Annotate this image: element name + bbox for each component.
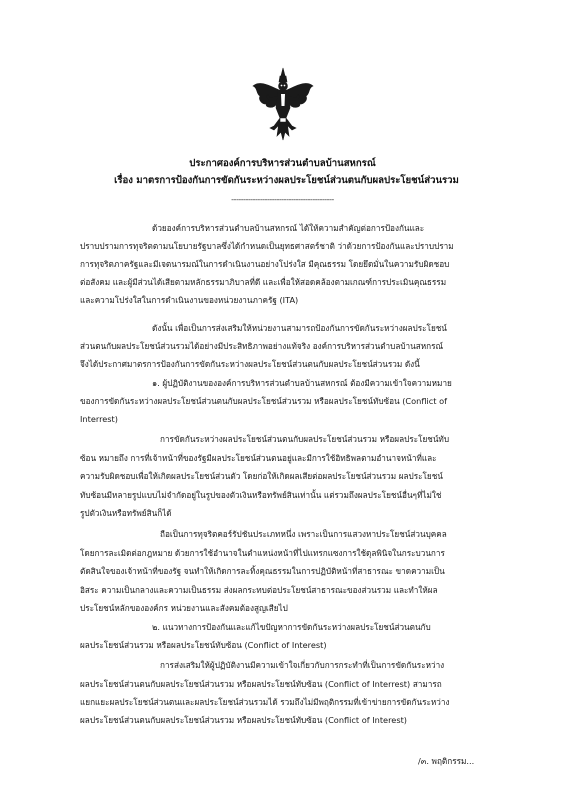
paragraph-line: ตัดสินใจของเจ้าหน้าที่ของรัฐ จนทำให้เกิดการละทิ้งคุณธรรมในการปฏิบัติหน้าที่สาธารณะ ขาดความเป็น [80,566,445,576]
paragraph-line: ซ้อน หมายถึง การที่เจ้าหน้าที่ของรัฐมีผลประโยชน์ส่วนตนอยู่และมีการใช้อิทธิพลตามอำนาจหน้าที่และ [80,453,437,463]
numbered-item-2: ๒. แนวทางการป้องกันและแก้ไขปัญหาการขัดกันระหว่างผลประโยชน์ส่วนตนกับ [152,622,431,632]
paragraph-line: ความรับผิดชอบเพื่อให้เกิดผลประโยชน์ส่วนตัว โดยก่อให้เกิดผลเสียต่อผลประโยชน์ส่วนรวม ผลประโยชน์ [80,471,443,481]
paragraph-line: ทับซ้อนมีหลายรูปแบบไม่จำกัดอยู่ในรูปของตัวเงินหรือทรัพย์สินเท่านั้น แต่รวมถึงผลประโยชน์อื่นๆที่ไม่ใช่ [80,490,442,500]
paragraph-line: การส่งเสริมให้ผู้ปฏิบัติงานมีความเข้าใจเกี่ยวกับการกระทำที่เป็นการขัดกันระหว่าง [160,660,445,670]
paragraph-line: รูปตัวเงินหรือทรัพย์สินก็ได้ [80,508,172,518]
paragraph-line: ประโยชน์หลักขององค์กร หน่วยงานและสังคมต้องสูญเสียไป [80,603,288,613]
numbered-item-1: ๑. ผู้ปฏิบัติงานขององค์การบริหารส่วนตำบลบ้านสหกรณ์ ต้องมีความเข้าใจความหมาย [152,378,452,388]
paragraph-line: การขัดกันระหว่างผลประโยชน์ส่วนตนกับผลประโยชน์ส่วนรวม หรือผลประโยชน์ทับ [160,434,450,444]
paragraph-line: จึงได้ประกาศมาตรการป้องกันการขัดกันระหว่างผลประโยชน์ส่วนตนกับผลประโยชน์ส่วนรวม ดังนี้ [80,359,420,369]
paragraph-line: ดังนั้น เพื่อเป็นการส่งเสริมให้หน่วยงานสามารถป้องกันการขัดกันระหว่างผลประโยชน์ [152,323,447,333]
title-divider: ------------------------------------------- [231,195,334,204]
paragraph-line: ปราบปรามการทุจริตตามนโยบายรัฐบาลซึ่งได้กำหนดเป็นยุทธศาสตร์ชาติ ว่าด้วยการป้องกันและปราบปราม [80,241,454,251]
paragraph-line: ด้วยองค์การบริหารส่วนตำบลบ้านสหกรณ์ ได้ให้ความสำคัญต่อการป้องกันและ [152,223,425,233]
paragraph-line: ของการขัดกันระหว่างผลประโยชน์ส่วนตนกับผลประโยชน์ส่วนรวม หรือผลประโยชน์ทับซ้อน (Conflict of [80,396,447,406]
page-continuation: /๓. พฤติกรรม... [418,756,475,766]
paragraph-line: โดยการละเมิดต่อกฎหมาย ด้วยการใช้อำนาจในตำแหน่งหน้าที่ไปแทรกแซงการใช้ดุลพินิจในกระบวนการ [80,548,445,558]
paragraph-line: แยกแยะผลประโยชน์ส่วนตนและผลประโยชน์ส่วนรวมได้ รวมถึงไม่มีพฤติกรรมที่เข้าข่ายการขัดกันระหว่าง [80,697,450,707]
paragraph-line: ผลประโยชน์ส่วนรวม หรือผลประโยชน์ทับซ้อน (Conflict of Interest) [80,640,327,650]
garuda-emblem-icon [250,66,316,146]
paragraph-line: ถือเป็นการทุจริตคอร์รัปชันประเภทหนึ่ง เพราะเป็นการแสวงหาประโยชน์ส่วนบุคคล [160,529,447,539]
paragraph-line: Interrest) [80,414,118,424]
paragraph-line: การทุจริตภาครัฐและมีเจตนารมณ์ในการดำเนินงานอย่างโปร่งใส มีคุณธรรม โดยยึดมั่นในความรับผิดชอบ [80,259,450,269]
paragraph-line: ผลประโยชน์ส่วนตนกับผลประโยชน์ส่วนรวม หรือผลประโยชน์ทับซ้อน (Conflict of Interest) [80,715,407,725]
document-title: ประกาศองค์การบริหารส่วนตำบลบ้านสหกรณ์ [189,158,376,169]
paragraph-line: ผลประโยชน์ส่วนตนกับผลประโยชน์ส่วนรวม หรือผลประโยชน์ทับซ้อน (Conflict of Interrest) สามารถ [80,679,442,689]
document-subject: เรื่อง มาตรการป้องกันการขัดกันระหว่างผลประโยชน์ส่วนตนกับผลประโยชน์ส่วนรวม [114,175,459,186]
paragraph-line: อิสระ ความเป็นกลางและความเป็นธรรม ส่งผลกระทบต่อประโยชน์สาธารณะของส่วนรวม และทำให้ผล [80,585,438,595]
paragraph-line: ต่อสังคม และผู้มีส่วนได้เสียตามหลักธรรมาภิบาลที่ดี และเพื่อให้สอดคล้องตามเกณฑ์การประเมินคุณธรรม [80,277,447,287]
paragraph-line: ส่วนตนกับผลประโยชน์ส่วนรวมได้อย่างมีประสิทธิภาพอย่างแท้จริง องค์การบริหารส่วนตำบลบ้านสหกรณ์ [80,341,444,351]
garuda-emblem [250,66,316,146]
paragraph-line: และความโปร่งใสในการดำเนินงานของหน่วยงานภาครัฐ (ITA) [80,295,299,305]
